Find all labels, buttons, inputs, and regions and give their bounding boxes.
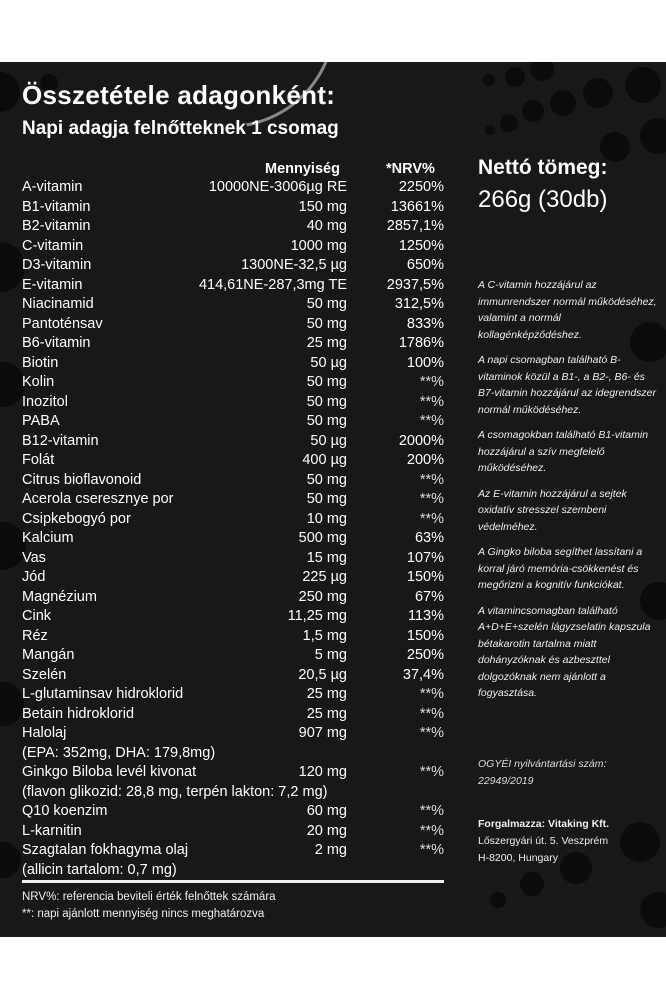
ingredient-name: Kolin [22, 374, 55, 390]
decor-dot [505, 67, 525, 87]
ingredient-name: Mangán [22, 647, 75, 663]
table-row [22, 529, 447, 549]
ingredient-nrv: **% [419, 393, 444, 410]
distributor-name: Forgalmazza: Vitaking Kft. [478, 818, 610, 830]
table-row [22, 549, 447, 569]
table-row [22, 666, 447, 686]
ingredient-quantity: 11,25 mg [287, 608, 347, 624]
ingredient-nrv: **% [419, 491, 444, 507]
decor-dot [550, 90, 576, 116]
table-row [22, 627, 447, 647]
decor-dot [0, 72, 20, 112]
ingredient-quantity: 225 µg [302, 569, 347, 585]
ingredient-quantity: 400 µg [302, 452, 347, 468]
ingredient-quantity: 10 mg [306, 510, 347, 527]
table-row [22, 705, 447, 725]
ingredient-name: B2-vitamin [22, 218, 91, 234]
ingredient-nrv: 13661% [390, 198, 444, 215]
ingredient-quantity: 50 mg [306, 296, 347, 312]
table-row [22, 783, 447, 803]
decor-dot [625, 67, 661, 103]
ingredient-name: B12-vitamin [22, 432, 99, 449]
ingredient-nrv: **% [419, 764, 444, 780]
claim-b1-heart: A csomagokban található B1-vitamin hozzájárul a szív megfelelő működéséhez. [478, 429, 649, 474]
ingredient-nrv: 107% [406, 549, 444, 566]
registration-number: OGYÉI nyilvántartási szám: 22949/2019 [478, 758, 607, 787]
ingredient-quantity: 20 mg [306, 822, 347, 839]
ingredient-name: B6-vitamin [22, 335, 91, 351]
health-claims [478, 277, 663, 711]
ingredient-quantity: 40 mg [306, 218, 347, 234]
table-row [22, 334, 447, 354]
ingredient-name: Cink [22, 608, 52, 624]
table-row [22, 510, 447, 530]
label-panel [0, 62, 666, 937]
table-row [22, 276, 447, 296]
table-row [22, 588, 447, 608]
ingredient-quantity: 250 mg [298, 588, 347, 605]
address-line-1: Lőszergyári út. 5. Veszprém [478, 835, 609, 847]
table-row [22, 178, 447, 198]
ingredient-quantity: 50 mg [306, 393, 347, 410]
ingredient-nrv: 250% [406, 647, 444, 663]
ingredient-nrv: **% [419, 842, 444, 858]
decor-dot [530, 62, 554, 81]
decor-dot [520, 872, 544, 896]
ingredient-quantity: 15 mg [306, 549, 347, 566]
table-row [22, 256, 447, 276]
table-row [22, 432, 447, 452]
ingredient-quantity: 50 mg [306, 471, 347, 488]
ingredient-nrv: 1786% [398, 335, 444, 351]
table-row [22, 471, 447, 491]
table-row [22, 685, 447, 705]
ingredient-nrv: 113% [407, 608, 444, 624]
decor-arc [78, 62, 379, 170]
claim-vitamin-c: A C-vitamin hozzájárul az immunrendszer normál működéséhez, valamint a normál kollagénképződéshez. [478, 279, 657, 341]
ingredient-name: PABA [22, 413, 60, 429]
ingredient-nrv: 650% [406, 257, 444, 273]
ingredient-name: E-vitamin [22, 276, 83, 293]
decor-dot [522, 100, 544, 122]
ingredient-name: L-karnitin [22, 822, 82, 839]
ingredient-name: L-glutaminsav hidroklorid [22, 686, 184, 702]
ingredient-nrv: **% [419, 686, 444, 702]
ingredient-name: Pantoténsav [22, 315, 103, 332]
ingredient-name: (flavon glikozid: 28,8 mg, terpén lakton: 7,2 mg) [22, 783, 328, 800]
ingredient-nrv: **% [419, 725, 444, 741]
table-row [22, 217, 447, 237]
ingredient-quantity: 20,5 µg [298, 666, 347, 683]
decor-dot [0, 842, 21, 878]
ingredient-quantity: 150 mg [298, 198, 347, 215]
ingredient-name: Ginkgo Biloba levél kivonat [22, 764, 197, 780]
ingredient-name: Jód [22, 569, 46, 585]
column-header-nrv: *NRV% [386, 161, 435, 177]
page-subtitle: Napi adagja felnőtteknek 1 csomag [22, 118, 339, 139]
ingredient-quantity: 2 mg [314, 842, 347, 858]
ingredient-nrv: 100% [406, 354, 444, 371]
ingredient-quantity: 50 mg [306, 491, 347, 507]
ingredient-quantity: 25 mg [306, 705, 347, 722]
column-header-quantity: Mennyiség [265, 161, 340, 177]
page-title: Összetétele adagonként: [22, 80, 336, 110]
ingredient-name: Acerola cseresznye por [22, 491, 174, 507]
ingredient-nrv: 63% [414, 530, 444, 546]
ingredient-nrv: 150% [406, 569, 444, 585]
ingredient-nrv: **% [419, 374, 444, 390]
ingredient-nrv: 37,4% [402, 666, 444, 683]
ingredient-quantity: 500 mg [298, 530, 347, 546]
claim-warning: A vitamincsomagban található A+D+E+szelén lágyzselatin kapszula bétakarotin tartalma miatt dohányzóknak és azbeszttel dolgozóknak nem ajánlott a fogyasztása. [478, 604, 651, 699]
table-row [22, 198, 447, 218]
distributor-block [478, 816, 663, 867]
table-row [22, 763, 447, 783]
ingredient-quantity: 50 mg [306, 315, 347, 332]
ingredient-quantity: 1000 mg [290, 237, 347, 254]
ingredient-name: Szelén [22, 666, 67, 683]
claim-ginkgo: A Gingko biloba segíthet lassítani a korral járó memória-csökkenést és megőrizni a kognitív funkciókat. [478, 546, 643, 591]
ingredient-quantity: 50 µg [310, 354, 347, 371]
table-row [22, 724, 447, 744]
ingredient-quantity: 25 mg [306, 686, 347, 702]
ingredient-quantity: 50 mg [306, 374, 347, 390]
nutrition-table [22, 178, 447, 880]
ingredient-nrv: **% [419, 822, 444, 839]
ingredient-nrv: **% [419, 803, 444, 819]
ingredient-name: Kalcium [22, 530, 74, 546]
ingredient-quantity: 50 mg [306, 413, 347, 429]
ingredient-name: A-vitamin [22, 179, 83, 195]
ingredient-nrv: 67% [414, 588, 444, 605]
ingredient-name: Folát [22, 452, 55, 468]
ingredient-name: B1-vitamin [22, 198, 91, 215]
ingredient-name: Niacinamid [22, 296, 94, 312]
footnote-stars: **: napi ajánlott mennyiség nincs meghatározva [22, 908, 265, 920]
ingredient-nrv: 2250% [398, 179, 444, 195]
ingredient-quantity: 60 mg [306, 803, 347, 819]
ingredient-quantity: 25 mg [306, 335, 347, 351]
ingredient-name: (allicin tartalom: 0,7 mg) [22, 861, 177, 878]
decor-dot [0, 682, 24, 726]
decor-dot [640, 118, 666, 154]
ingredient-name: D3-vitamin [22, 257, 92, 273]
ingredient-nrv: **% [419, 413, 444, 429]
decor-dot [490, 892, 506, 908]
ingredient-name: Halolaj [22, 725, 67, 741]
table-row [22, 802, 447, 822]
ingredient-name: Betain hidroklorid [22, 705, 135, 722]
ingredient-name: Biotin [22, 354, 59, 371]
table-row [22, 354, 447, 374]
claim-b-vitamins: A napi csomagban található B-vitaminok közül a B1-, a B2-, B6- és B7-vitamin hozzájárul az idegrendszer normál működéséhez. [478, 354, 657, 416]
ingredient-quantity: 1,5 mg [302, 627, 347, 644]
table-row [22, 841, 447, 861]
ingredient-name: Citrus bioflavonoid [22, 471, 142, 488]
footnote-nrv: NRV%: referencia beviteli érték felnőttek számára [22, 891, 276, 903]
table-row [22, 861, 447, 881]
ingredient-nrv: **% [419, 471, 444, 488]
ingredient-nrv: 1250% [398, 237, 444, 254]
ingredient-quantity: 5 mg [314, 647, 347, 663]
ingredient-nrv: 312,5% [394, 296, 444, 312]
ingredient-nrv: 2937,5% [386, 276, 444, 293]
claim-vitamin-e: Az E-vitamin hozzájárul a sejtek oxidatív stresszel szembeni védelméhez. [478, 487, 627, 533]
ingredient-quantity: 10000NE-3006µg RE [208, 179, 347, 195]
table-row [22, 568, 447, 588]
table-row [22, 490, 447, 510]
ingredient-quantity: 120 mg [298, 764, 347, 780]
table-row [22, 237, 447, 257]
ingredient-name: (EPA: 352mg, DHA: 179,8mg) [22, 744, 216, 761]
table-row [22, 646, 447, 666]
ingredient-quantity: 1300NE-32,5 µg [241, 257, 347, 273]
ingredient-nrv: 2000% [398, 432, 444, 449]
ingredient-nrv: 833% [406, 315, 444, 332]
decor-dot [640, 892, 666, 928]
ingredient-name: Szagtalan fokhagyma olaj [22, 842, 189, 858]
decor-dot [583, 78, 613, 108]
ingredient-name: Magnézium [22, 588, 97, 605]
ingredient-name: C-vitamin [22, 237, 84, 254]
ingredient-name: Réz [22, 627, 48, 644]
table-row [22, 373, 447, 393]
ingredient-nrv: **% [419, 510, 444, 527]
ingredient-nrv: 200% [406, 452, 444, 468]
table-row [22, 822, 447, 842]
ingredient-name: Vas [22, 549, 46, 566]
ingredient-name: Inozitol [22, 393, 68, 410]
ingredient-name: Q10 koenzim [22, 803, 108, 819]
ingredient-quantity: 907 mg [298, 725, 347, 741]
ingredient-quantity: 50 µg [310, 432, 347, 449]
table-row [22, 412, 447, 432]
table-row [22, 315, 447, 335]
ingredient-quantity: 414,61NE-287,3mg TE [198, 276, 347, 293]
ingredient-nrv: **% [419, 705, 444, 722]
ingredient-name: Csipkebogyó por [22, 510, 131, 527]
ingredient-nrv: 2857,1% [386, 218, 444, 234]
address-line-2: H-8200, Hungary [478, 852, 558, 864]
net-weight-label: Nettó tömeg: [478, 156, 608, 179]
ingredient-nrv: 150% [406, 627, 444, 644]
footer-divider [22, 880, 444, 883]
decor-dot [483, 74, 495, 86]
table-row [22, 607, 447, 627]
table-row [22, 744, 447, 764]
table-row [22, 451, 447, 471]
table-row [22, 295, 447, 315]
decor-dot [485, 125, 495, 135]
table-row [22, 393, 447, 413]
net-weight-value: 266g (30db) [478, 186, 608, 213]
decor-dot [500, 114, 518, 132]
